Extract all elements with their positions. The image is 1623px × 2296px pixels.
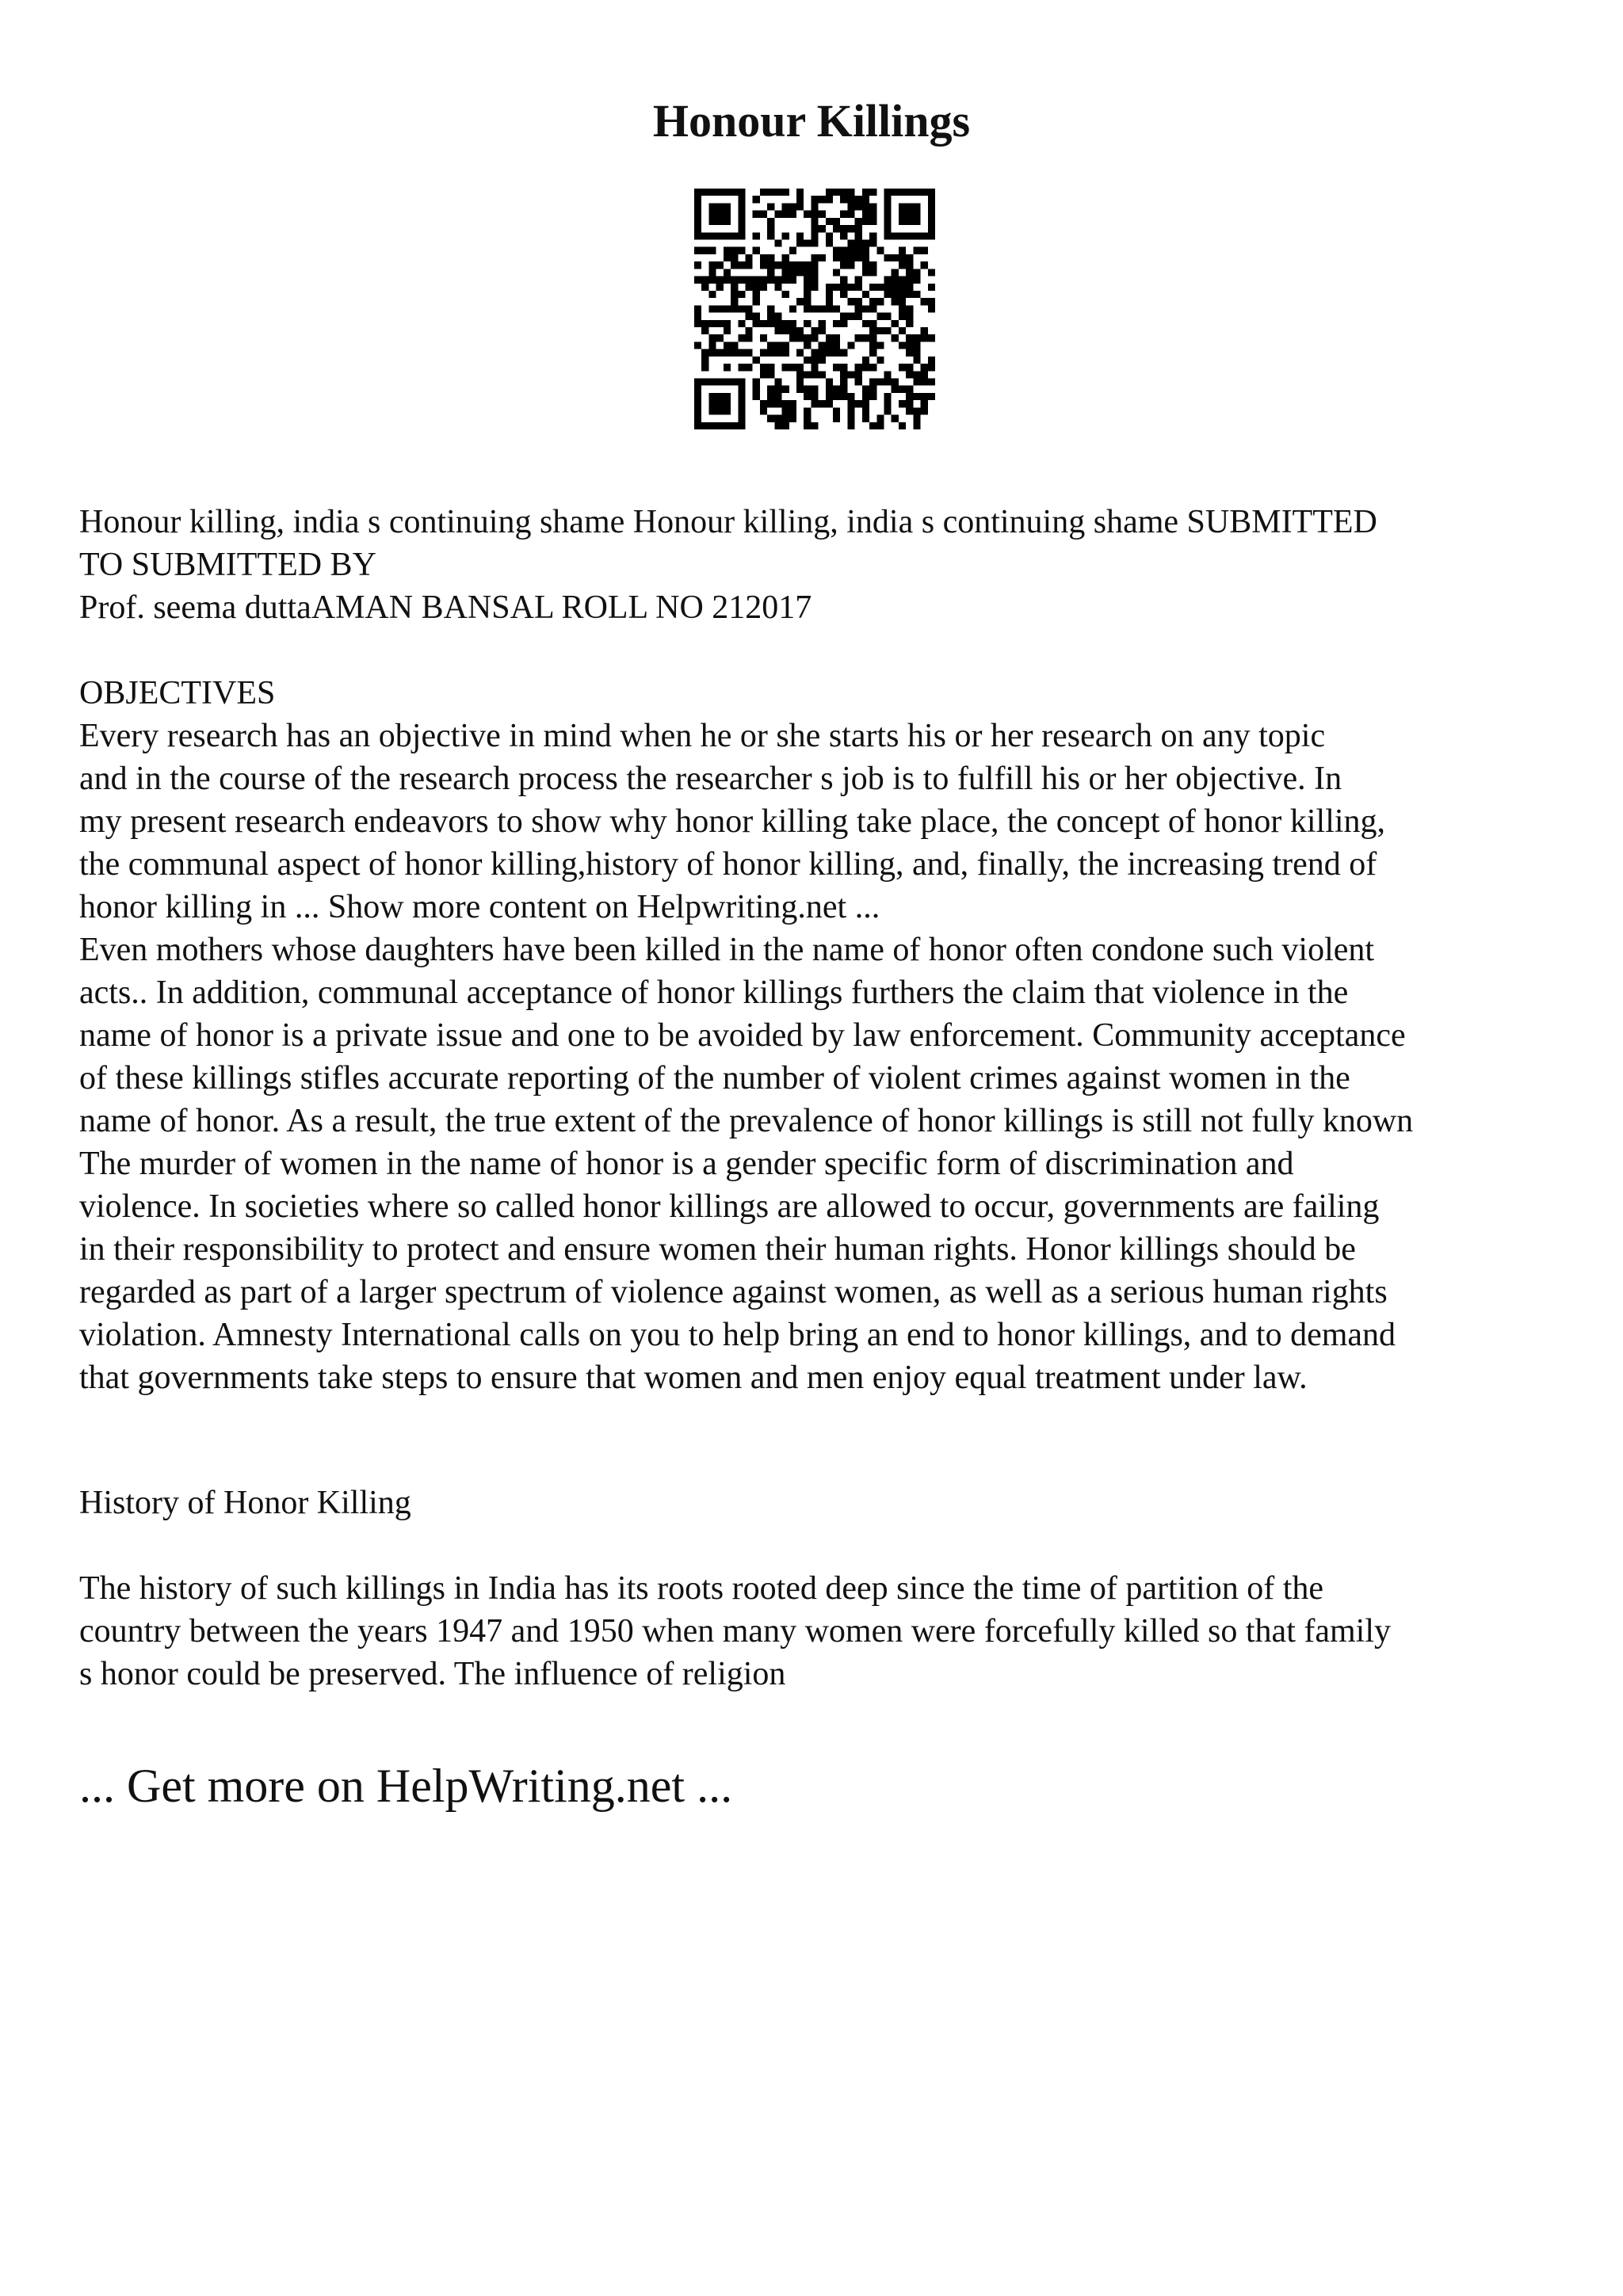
body-line: my present research endeavors to show why honor killing take place, the concept of honor killing, (79, 803, 1386, 840)
intro-line: Prof. seema duttaAMAN BANSAL ROLL NO 212017 (79, 589, 812, 626)
body-line: violation. Amnesty International calls on you to help bring an end to honor killings, and to demand (79, 1317, 1396, 1353)
body-line: Every research has an objective in mind when he or she starts his or her research on any topic (79, 718, 1326, 754)
body-line: Even mothers whose daughters have been killed in the name of honor often condone such violent (79, 932, 1375, 968)
intro-line: Honour killing, india s continuing shame Honour killing, india s continuing shame SUBMITTED (79, 504, 1377, 540)
body-line: that governments take steps to ensure that women and men enjoy equal treatment under law. (79, 1360, 1308, 1396)
body-line: in their responsibility to protect and ensure women their human rights. Honor killings should be (79, 1231, 1356, 1268)
body-line: The murder of women in the name of honor is a gender specific form of discrimination and (79, 1146, 1294, 1182)
body-line: the communal aspect of honor killing,history of honor killing, and, finally, the increasing trend of (79, 846, 1377, 883)
body-line: s honor could be preserved. The influence of religion (79, 1656, 786, 1692)
body-line: and in the course of the research process the researcher s job is to fulfill his or her objective. In (79, 761, 1342, 797)
body-line: of these killings stifles accurate reporting of the number of violent crimes against women in the (79, 1060, 1350, 1097)
document-title: Honour Killings (652, 95, 971, 147)
body-line: name of honor. As a result, the true extent of the prevalence of honor killings is still not fully known (79, 1103, 1414, 1139)
body-line: country between the years 1947 and 1950 when many women were forcefully killed so that family (79, 1613, 1392, 1650)
body-line: The history of such killings in India has its roots rooted deep since the time of partition of the (79, 1570, 1324, 1607)
body-line: regarded as part of a larger spectrum of violence against women, as well as a serious human rights (79, 1274, 1388, 1310)
body-line: name of honor is a private issue and one to be avoided by law enforcement. Community acceptance (79, 1017, 1406, 1054)
intro-line: TO SUBMITTED BY (79, 547, 376, 583)
body-line: honor killing in ... Show more content on Helpwriting.net ... (79, 889, 880, 925)
objectives-heading: OBJECTIVES (79, 675, 276, 711)
history-heading: History of Honor Killing (79, 1485, 411, 1521)
get-more-link[interactable]: ... Get more on HelpWriting.net ... (79, 1760, 733, 1812)
body-line: violence. In societies where so called honor killings are allowed to occur, governments are failing (79, 1188, 1380, 1225)
body-line: acts.. In addition, communal acceptance of honor killings furthers the claim that violence in the (79, 974, 1349, 1011)
qr-code-icon (694, 189, 935, 429)
